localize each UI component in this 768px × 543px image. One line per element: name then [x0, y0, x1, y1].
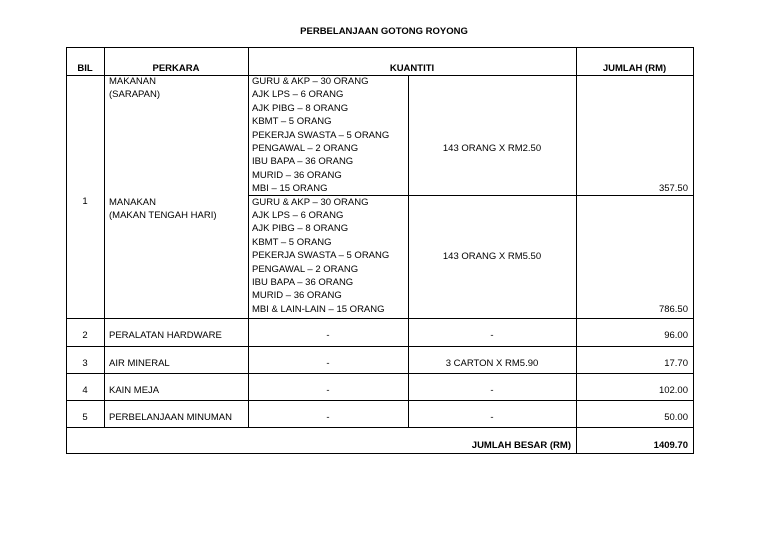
kuantiti-item: GURU & AKP – 30 ORANG — [252, 76, 369, 87]
kuantiti-item: KBMT – 5 ORANG — [252, 116, 332, 128]
kuantiti-item: AJK LPS – 6 ORANG — [252, 209, 344, 221]
tengahari-calc: 143 ORANG X RM5.50 — [442, 251, 542, 262]
row-separator — [66, 346, 694, 347]
row-4-perkara: KAIN MEJA — [109, 385, 160, 396]
row-2-kuantiti: - — [326, 330, 330, 341]
header-perkara: PERKARA — [152, 63, 200, 74]
tengahari-jumlah: 786.50 — [658, 304, 688, 315]
row-2-kiraan: - — [490, 330, 494, 341]
row-4-jumlah: 102.00 — [658, 385, 688, 396]
row-separator — [66, 373, 694, 374]
row-5-jumlah: 50.00 — [664, 412, 688, 423]
kuantiti-item: MBI – 15 ORANG — [252, 183, 328, 195]
column-divider-bil — [104, 47, 105, 428]
tengahari-perkara-line2: (MAKAN TENGAH HARI) — [109, 210, 217, 221]
row-5-bil: 5 — [82, 412, 88, 423]
total-label: JUMLAH BESAR (RM) — [471, 440, 571, 451]
row-4-kiraan: - — [490, 385, 494, 396]
row-5-perkara: PERBELANJAAN MINUMAN — [109, 412, 232, 423]
row-4-bil: 4 — [82, 385, 88, 396]
column-divider-perkara — [248, 47, 249, 428]
kuantiti-item: AJK PIBG – 8 ORANG — [252, 102, 349, 114]
table-border-top — [66, 47, 694, 48]
row-3-kiraan: 3 CARTON X RM5.90 — [445, 358, 539, 369]
row-2-jumlah: 96.00 — [664, 330, 688, 341]
kuantiti-item: MURID – 36 ORANG — [252, 169, 342, 181]
row-5-kuantiti: - — [326, 412, 330, 423]
header-bil: BIL — [77, 63, 93, 74]
page-title: PERBELANJAAN GOTONG ROYONG — [300, 26, 468, 37]
sarapan-calc: 143 ORANG X RM2.50 — [442, 143, 542, 154]
kuantiti-item: GURU & AKP – 30 ORANG — [252, 196, 369, 208]
header-jumlah: JUMLAH (RM) — [602, 63, 667, 74]
kuantiti-item: IBU BAPA – 36 ORANG — [252, 276, 354, 288]
row-2-perkara: PERALATAN HARDWARE — [109, 330, 222, 341]
row-4-kuantiti: - — [326, 385, 330, 396]
sarapan-jumlah: 357.50 — [658, 183, 688, 194]
row-2-bil: 2 — [82, 330, 88, 341]
row-5-kiraan: - — [490, 412, 494, 423]
table-border-bottom — [66, 453, 694, 454]
row-3-kuantiti: - — [326, 358, 330, 369]
kuantiti-item: PEKERJA SWASTA – 5 ORANG — [252, 129, 390, 141]
sarapan-perkara-line1: MAKANAN — [109, 76, 156, 87]
row-separator — [66, 400, 694, 401]
kuantiti-item: MBI & LAIN-LAIN – 15 ORANG — [252, 303, 385, 315]
kuantiti-item: PEKERJA SWASTA – 5 ORANG — [252, 250, 390, 262]
kuantiti-item: PENGAWAL – 2 ORANG — [252, 143, 359, 154]
row-separator — [66, 318, 694, 319]
table-border-right — [693, 47, 694, 454]
row-1-bil: 1 — [82, 196, 88, 207]
kuantiti-item: IBU BAPA – 36 ORANG — [252, 156, 354, 168]
kuantiti-item: MURID – 36 ORANG — [252, 290, 342, 302]
sarapan-perkara-line2: (SARAPAN) — [109, 89, 161, 101]
tengahari-perkara-line1: MANAKAN — [109, 196, 156, 208]
kuantiti-item: KBMT – 5 ORANG — [252, 236, 332, 248]
row-3-bil: 3 — [82, 358, 88, 369]
kuantiti-item: PENGAWAL – 2 ORANG — [252, 263, 359, 275]
kuantiti-item: AJK PIBG – 8 ORANG — [252, 223, 349, 235]
total-value: 1409.70 — [653, 440, 688, 451]
header-kuantiti: KUANTITI — [389, 63, 435, 74]
kuantiti-item: AJK LPS – 6 ORANG — [252, 89, 344, 101]
row-separator — [66, 427, 694, 428]
row-3-perkara: AIR MINERAL — [109, 358, 170, 369]
row-3-jumlah: 17.70 — [664, 358, 688, 369]
